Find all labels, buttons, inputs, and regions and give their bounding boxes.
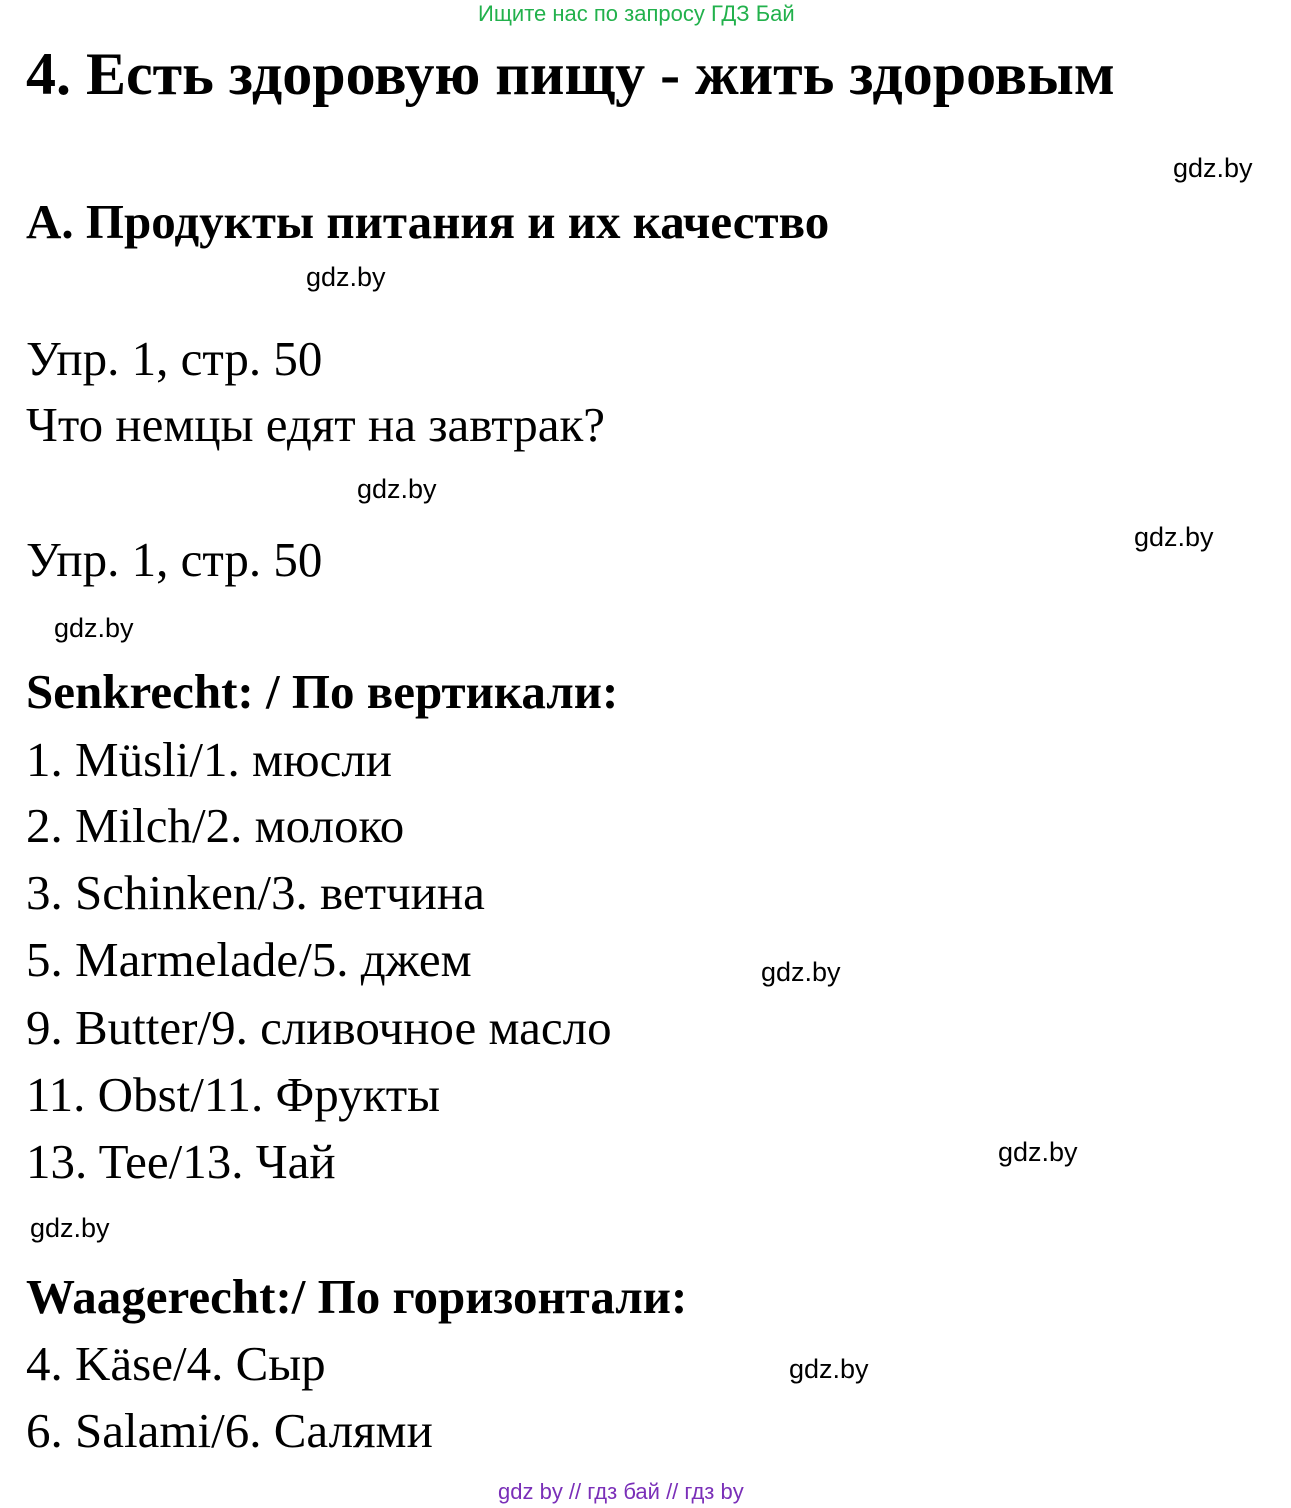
list-item: 11. Obst/11. Фрукты — [26, 1067, 441, 1122]
watermark: gdz.by — [1173, 153, 1253, 183]
watermark: gdz.by — [998, 1137, 1078, 1167]
horizontal-heading: Waagerecht:/ По горизонтали: — [26, 1269, 688, 1324]
list-item: 3. Schinken/3. ветчина — [26, 865, 485, 920]
watermark: gdz.by — [789, 1354, 869, 1384]
watermark: gdz.by — [761, 957, 841, 987]
top-banner: Ищите нас по запросу ГДЗ Бай — [478, 1, 795, 26]
watermark: gdz.by — [306, 262, 386, 292]
footer-links: gdz by // гдз бай // гдз by — [498, 1479, 744, 1504]
list-item: 5. Marmelade/5. джем — [26, 932, 472, 987]
list-item: 6. Salami/6. Салями — [26, 1403, 433, 1458]
list-item: 9. Butter/9. сливочное масло — [26, 1000, 612, 1055]
page-title: 4. Есть здоровую пищу - жить здоровым — [26, 41, 1115, 107]
watermark: gdz.by — [30, 1213, 110, 1243]
exercise-ref: Упр. 1, стр. 50 — [26, 331, 323, 386]
exercise-question: Что немцы едят на завтрак? — [26, 397, 606, 452]
list-item: 2. Milch/2. молоко — [26, 798, 405, 853]
watermark: gdz.by — [1134, 522, 1214, 552]
list-item: 4. Käse/4. Сыр — [26, 1336, 326, 1391]
watermark: gdz.by — [357, 474, 437, 504]
vertical-heading: Senkrecht: / По вертикали: — [26, 664, 619, 719]
section-heading: A. Продукты питания и их качество — [26, 194, 830, 249]
list-item: 13. Tee/13. Чай — [26, 1134, 336, 1189]
exercise-ref: Упр. 1, стр. 50 — [26, 532, 323, 587]
list-item: 1. Müsli/1. мюсли — [26, 732, 393, 787]
watermark: gdz.by — [54, 613, 134, 643]
